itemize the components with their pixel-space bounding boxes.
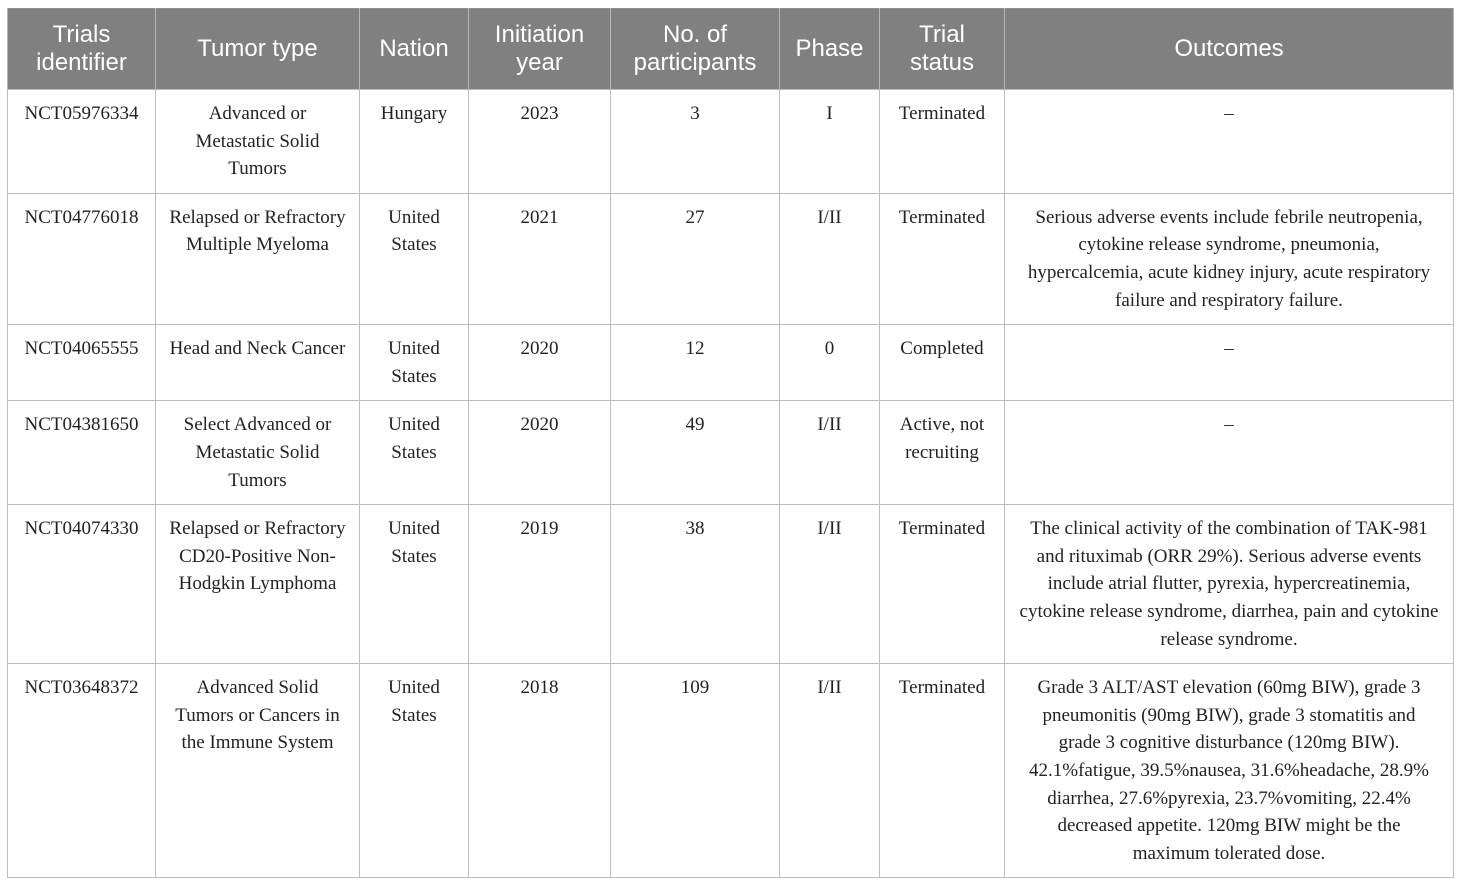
- cell-participants: 12: [611, 325, 780, 401]
- cell-status: Terminated: [880, 664, 1005, 878]
- header-tumor-type: Tumor type: [156, 9, 360, 90]
- cell-phase: I/II: [780, 193, 880, 324]
- cell-nation: United States: [360, 193, 469, 324]
- table-row: [8, 401, 1454, 505]
- cell-outcomes: Grade 3 ALT/AST elevation (60mg BIW), grade 3 pneumonitis (90mg BIW), grade 3 stomatitis and grade 3 cognitive disturbance (120mg BIW). 42.1%fatigue, 39.5%nausea, 31.6%headache, 28.9% diarrhea, 27.6%pyrexia, 23.7%vomiting, 22.4% decreased appetite. 120mg BIW might be the maximum tolerated dose.: [1005, 664, 1454, 878]
- header-trials-identifier: Trials identifier: [8, 9, 156, 90]
- cell-year: 2020: [469, 325, 611, 401]
- cell-outcomes: –: [1005, 90, 1454, 194]
- cell-participants: 49: [611, 401, 780, 505]
- cell-tumor-type: Relapsed or Refractory CD20-Positive Non-Hodgkin Lymphoma: [156, 505, 360, 664]
- cell-identifier: NCT04074330: [8, 505, 156, 664]
- cell-identifier: NCT03648372: [8, 664, 156, 878]
- cell-nation: United States: [360, 325, 469, 401]
- table-row: [8, 193, 1454, 324]
- cell-tumor-type: Relapsed or Refractory Multiple Myeloma: [156, 193, 360, 324]
- cell-phase: I: [780, 90, 880, 194]
- cell-outcomes: Serious adverse events include febrile neutropenia, cytokine release syndrome, pneumonia, hypercalcemia, acute kidney injury, acute respiratory failure and respiratory failure.: [1005, 193, 1454, 324]
- cell-status: Completed: [880, 325, 1005, 401]
- trials-table-container: [7, 8, 1453, 878]
- cell-tumor-type: Advanced or Metastatic Solid Tumors: [156, 90, 360, 194]
- cell-phase: 0: [780, 325, 880, 401]
- cell-year: 2019: [469, 505, 611, 664]
- cell-nation: United States: [360, 664, 469, 878]
- cell-status: Terminated: [880, 505, 1005, 664]
- table-row: [8, 325, 1454, 401]
- cell-participants: 38: [611, 505, 780, 664]
- table-row: [8, 90, 1454, 194]
- cell-identifier: NCT04776018: [8, 193, 156, 324]
- cell-outcomes: –: [1005, 401, 1454, 505]
- cell-tumor-type: Head and Neck Cancer: [156, 325, 360, 401]
- cell-phase: I/II: [780, 664, 880, 878]
- table-row: [8, 664, 1454, 878]
- cell-nation: Hungary: [360, 90, 469, 194]
- header-row: [8, 9, 1454, 90]
- cell-status: Terminated: [880, 90, 1005, 194]
- cell-tumor-type: Select Advanced or Metastatic Solid Tumors: [156, 401, 360, 505]
- cell-year: 2018: [469, 664, 611, 878]
- cell-nation: United States: [360, 505, 469, 664]
- cell-tumor-type: Advanced Solid Tumors or Cancers in the Immune System: [156, 664, 360, 878]
- cell-phase: I/II: [780, 401, 880, 505]
- header-outcomes: Outcomes: [1005, 9, 1454, 90]
- cell-nation: United States: [360, 401, 469, 505]
- cell-phase: I/II: [780, 505, 880, 664]
- cell-participants: 27: [611, 193, 780, 324]
- cell-identifier: NCT04065555: [8, 325, 156, 401]
- cell-outcomes: –: [1005, 325, 1454, 401]
- cell-status: Active, not recruiting: [880, 401, 1005, 505]
- cell-identifier: NCT04381650: [8, 401, 156, 505]
- cell-identifier: NCT05976334: [8, 90, 156, 194]
- header-phase: Phase: [780, 9, 880, 90]
- cell-participants: 3: [611, 90, 780, 194]
- header-trial-status: Trial status: [880, 9, 1005, 90]
- table-row: [8, 505, 1454, 664]
- cell-participants: 109: [611, 664, 780, 878]
- header-nation: Nation: [360, 9, 469, 90]
- cell-year: 2020: [469, 401, 611, 505]
- cell-outcomes: The clinical activity of the combination of TAK-981 and rituximab (ORR 29%). Serious adverse events include atrial flutter, pyrexia, hypercreatinemia, cytokine release syndrome, diarrhea, pain and cytokine release syndrome.: [1005, 505, 1454, 664]
- header-participants: No. of participants: [611, 9, 780, 90]
- header-initiation-year: Initiation year: [469, 9, 611, 90]
- trials-table: [7, 8, 1454, 878]
- cell-status: Terminated: [880, 193, 1005, 324]
- cell-year: 2023: [469, 90, 611, 194]
- cell-year: 2021: [469, 193, 611, 324]
